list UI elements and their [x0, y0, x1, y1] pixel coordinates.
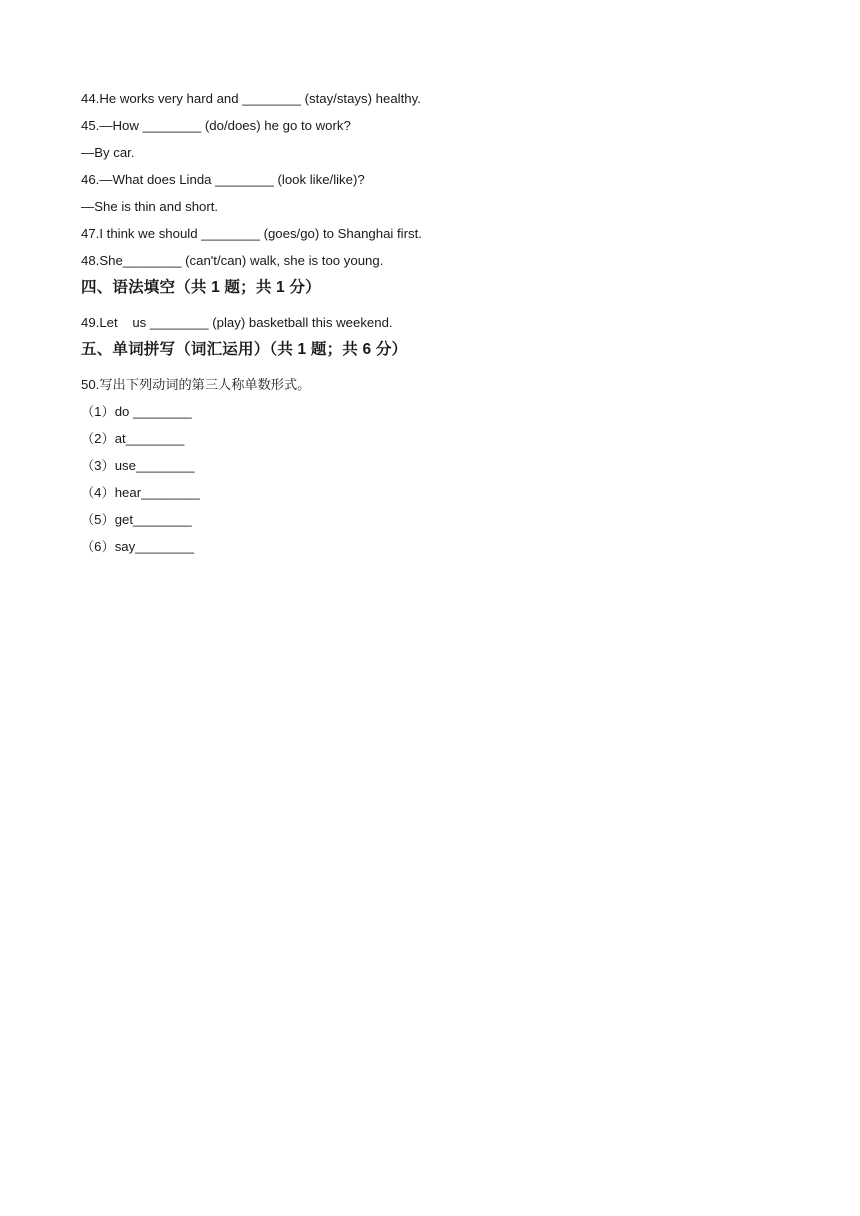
- answer-45: —By car.: [81, 145, 135, 160]
- question-47: 47.I think we should ________ (goes/go) to Shanghai first.: [81, 226, 422, 241]
- question-49: 49.Let us ________ (play) basketball this weekend.: [81, 315, 393, 330]
- question-44: 44.He works very hard and ________ (stay/stays) healthy.: [81, 91, 421, 106]
- question-50-item-5: （5）get________: [81, 512, 192, 527]
- question-50-item-4: （4）hear________: [81, 485, 200, 500]
- question-46: 46.—What does Linda ________ (look like/like)?: [81, 172, 365, 187]
- question-50-item-2: （2）at________: [81, 431, 185, 446]
- question-48: 48.She________ (can't/can) walk, she is too young.: [81, 253, 384, 268]
- section-5-heading: 五、单词拼写（词汇运用）（共 1 题；共 6 分）: [81, 341, 408, 358]
- section-4-heading: 四、语法填空（共 1 题；共 1 分）: [81, 279, 321, 296]
- answer-46: —She is thin and short.: [81, 199, 219, 214]
- question-50-item-1: （1）do ________: [81, 404, 192, 419]
- page-content: [81, 85, 781, 560]
- question-50: 50.写出下列动词的第三人称单数形式。: [81, 377, 311, 392]
- question-50-item-3: （3）use________: [81, 458, 195, 473]
- question-50-item-6: （6）say________: [81, 539, 194, 554]
- question-45: 45.—How ________ (do/does) he go to work?: [81, 118, 351, 133]
